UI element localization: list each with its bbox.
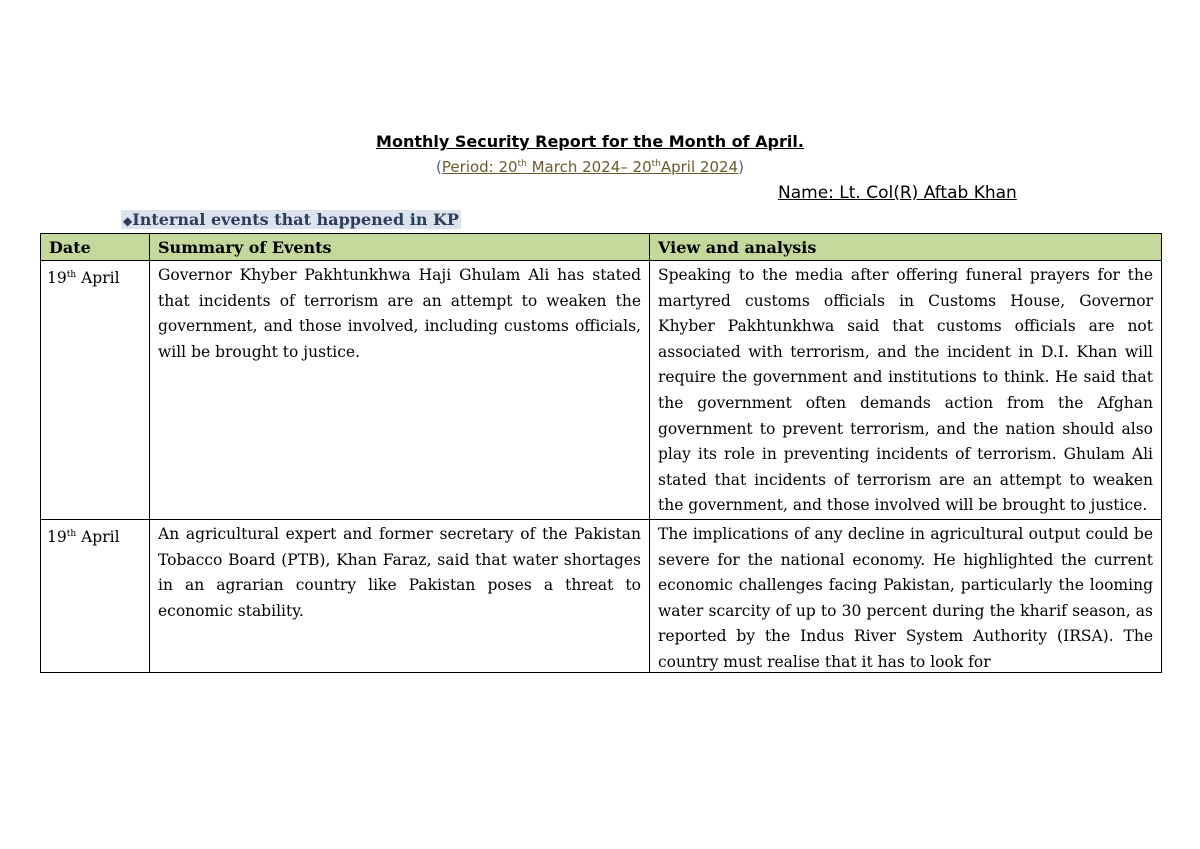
column-header-date: Date (41, 234, 150, 261)
summary-cell: Governor Khyber Pakhtunkhwa Haji Ghulam Ali has stated that incidents of terrorism are an attempt to weaken the government, and those involved, including customs officials, will be brought to justice. (150, 261, 650, 520)
table-header-row (41, 234, 1162, 261)
period-close-paren: ) (738, 158, 744, 176)
column-header-analysis: View and analysis (650, 234, 1162, 261)
table-row (41, 261, 1162, 520)
column-header-summary: Summary of Events (150, 234, 650, 261)
period-open-paren: ( (436, 158, 442, 176)
report-title: Monthly Security Report for the Month of April. (376, 132, 804, 151)
date-cell: 19th April (41, 519, 150, 672)
analysis-text: The implications of any decline in agricultural output could be severe for the national economy. He highlighted the current economic challenges facing Pakistan, particularly the looming water scarcity of up to 30 percent during the kharif season, as reported by the Indus River System Authority (IRSA). The country must realise that it has to look for (658, 524, 1153, 671)
period-text: Period: 20th March 2024– 20thApril 2024 (441, 158, 739, 176)
date-cell: 19th April (41, 261, 150, 520)
report-period (0, 158, 1180, 176)
section-heading (121, 210, 461, 229)
events-table (40, 233, 1162, 673)
summary-text: An agricultural expert and former secretary of the Pakistan Tobacco Board (PTB), Khan Faraz, said that water shortages in an agrarian country like Pakistan poses a threat to economic stability. (158, 524, 641, 620)
author-name: Name: Lt. Col(R) Aftab Khan (778, 183, 1017, 203)
analysis-cell: Speaking to the media after offering funeral prayers for the martyred customs officials in Customs House, Governor Khyber Pakhtunkhwa said that customs officials are not associated with terrorism, and the incident in D.I. Khan will require the government and institutions to think. He said that the government often demands action from the Afghan government to prevent terrorism, and the nation should also play its role in preventing incidents of terrorism. Ghulam Ali stated that incidents of terrorism are an attempt to weaken the government, and those involved will be brought to justice. (650, 261, 1162, 520)
diamond-bullet-icon: ◆ (123, 214, 133, 228)
section-heading-label: Internal events that happened in KP (132, 210, 459, 229)
table-row (41, 519, 1162, 672)
analysis-cell (650, 519, 1162, 672)
summary-cell (150, 519, 650, 672)
